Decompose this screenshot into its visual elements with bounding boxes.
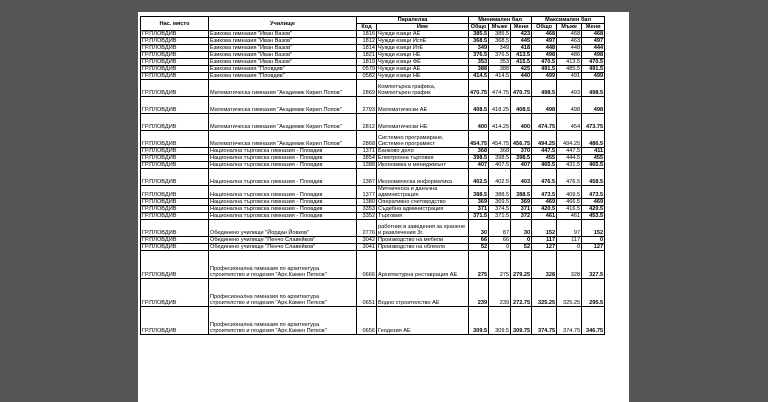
cell-place: ГР.ПЛОВДИВ bbox=[141, 38, 209, 45]
cell-min-mazhe: 388 bbox=[489, 66, 511, 73]
header-min-zheni: Жени bbox=[511, 24, 532, 31]
cell-max-mazhe: 447.5 bbox=[557, 148, 582, 155]
table-row bbox=[141, 169, 605, 186]
header-max-obshto: Общо bbox=[532, 24, 557, 31]
cell-min-zheni: 423 bbox=[511, 31, 532, 38]
cell-ime: Компютърна графика, Компютърен график bbox=[377, 80, 469, 97]
cell-kod: 1387 bbox=[357, 169, 377, 186]
cell-school: Национална търговска гимназия - Пловдив bbox=[209, 186, 357, 199]
cell-max-mazhe: 493 bbox=[557, 80, 582, 97]
cell-max-mazhe: 466.5 bbox=[557, 199, 582, 206]
cell-max-zheni: 346.75 bbox=[582, 307, 605, 335]
cell-min-mazhe: 402.5 bbox=[489, 169, 511, 186]
cell-kod: 1819 bbox=[357, 59, 377, 66]
cell-max-mazhe: 416.5 bbox=[557, 206, 582, 213]
cell-place: ГР.ПЛОВДИВ bbox=[141, 45, 209, 52]
cell-max-mazhe: 494.25 bbox=[557, 131, 582, 148]
cell-max-obshto: 328 bbox=[532, 251, 557, 279]
cell-max-zheni: 470.5 bbox=[582, 59, 605, 66]
header-max-mazhe: Мъже bbox=[557, 24, 582, 31]
header-kod: Код bbox=[357, 24, 377, 31]
table-row bbox=[141, 31, 605, 38]
table-row bbox=[141, 38, 605, 45]
cell-school: Национална търговска гимназия - Пловдив bbox=[209, 199, 357, 206]
table-row bbox=[141, 251, 605, 279]
cell-min-mazhe: 349 bbox=[489, 45, 511, 52]
cell-min-zheni: 418 bbox=[511, 45, 532, 52]
table-row bbox=[141, 52, 605, 59]
cell-min-zheni: 407 bbox=[511, 162, 532, 169]
cell-min-obshto: 371.5 bbox=[469, 213, 489, 220]
cell-ime: Икономика и мениджмънт bbox=[377, 162, 469, 169]
cell-max-mazhe: 461 bbox=[557, 213, 582, 220]
cell-min-obshto: 368 bbox=[469, 148, 489, 155]
cell-min-zheni: 52 bbox=[511, 244, 532, 251]
table-row bbox=[141, 244, 605, 251]
cell-kod: 3854 bbox=[357, 155, 377, 162]
table-body bbox=[141, 31, 605, 335]
document-page bbox=[138, 12, 629, 402]
table-row bbox=[141, 73, 605, 80]
cell-max-zheni: 498.5 bbox=[582, 80, 605, 97]
cell-kod: 2793 bbox=[357, 97, 377, 114]
cell-max-mazhe: 0 bbox=[557, 244, 582, 251]
table-row bbox=[141, 114, 605, 131]
cell-min-zheni: 279.25 bbox=[511, 251, 532, 279]
cell-min-zheni: 445 bbox=[511, 38, 532, 45]
cell-place: ГР.ПЛОВДИВ bbox=[141, 206, 209, 213]
cell-max-obshto: 476.5 bbox=[532, 169, 557, 186]
cell-max-mazhe: 413.5 bbox=[557, 59, 582, 66]
cell-place: ГР.ПЛОВДИВ bbox=[141, 279, 209, 307]
cell-place: ГР.ПЛОВДИВ bbox=[141, 220, 209, 237]
cell-ime: Чужди езици ФЕ bbox=[377, 59, 469, 66]
cell-ime: Математически АЕ bbox=[377, 97, 469, 114]
cell-school: Национална търговска гимназия - Пловдив bbox=[209, 162, 357, 169]
cell-kod: 1814 bbox=[357, 45, 377, 52]
cell-kod: 1812 bbox=[357, 38, 377, 45]
cell-max-zheni: 465.5 bbox=[582, 162, 605, 169]
cell-min-obshto: 400 bbox=[469, 114, 489, 131]
cell-max-zheni: 497 bbox=[582, 38, 605, 45]
header-max-zheni: Жени bbox=[582, 24, 605, 31]
cell-max-obshto: 117 bbox=[532, 237, 557, 244]
cell-max-zheni: 469 bbox=[582, 199, 605, 206]
cell-max-zheni: 491.5 bbox=[582, 66, 605, 73]
cell-max-zheni: 453.5 bbox=[582, 213, 605, 220]
cell-school: Математическа гимназия "Академик Кирил Попов" bbox=[209, 97, 357, 114]
cell-max-zheni: 468 bbox=[582, 31, 605, 38]
cell-min-obshto: 368.5 bbox=[469, 38, 489, 45]
cell-school: Езикова гимназия "Иван Вазов" bbox=[209, 45, 357, 52]
cell-min-zheni: 30 bbox=[511, 220, 532, 237]
cell-school: Професионална гимназия по архитектура строителство и геодезия "Арх.Камен Петков" bbox=[209, 307, 357, 335]
cell-kod: 2869 bbox=[357, 80, 377, 97]
cell-max-zheni: 498 bbox=[582, 52, 605, 59]
cell-ime: Водно строителство АЕ bbox=[377, 279, 469, 307]
cell-max-zheni: 498 bbox=[582, 97, 605, 114]
cell-kod: 1821 bbox=[357, 52, 377, 59]
cell-ime: Митническа и данъчна администрация bbox=[377, 186, 469, 199]
cell-max-zheni: 455 bbox=[582, 155, 605, 162]
cell-school: Математическа гимназия "Академик Кирил Попов" bbox=[209, 114, 357, 131]
cell-school: Езикова гимназия "Пловдив" bbox=[209, 73, 357, 80]
table-row bbox=[141, 213, 605, 220]
cell-place: ГР.ПЛОВДИВ bbox=[141, 244, 209, 251]
cell-min-obshto: 30 bbox=[469, 220, 489, 237]
cell-kod: 3041 bbox=[357, 244, 377, 251]
cell-max-mazhe: 448 bbox=[557, 45, 582, 52]
cell-ime: Математически НЕ bbox=[377, 114, 469, 131]
cell-kod: 0651 bbox=[357, 279, 377, 307]
cell-min-obshto: 385.5 bbox=[469, 31, 489, 38]
cell-min-mazhe: 376.5 bbox=[489, 52, 511, 59]
cell-max-zheni: 444 bbox=[582, 45, 605, 52]
cell-max-zheni: 473.5 bbox=[582, 186, 605, 199]
cell-max-mazhe: 325.25 bbox=[557, 279, 582, 307]
table-row bbox=[141, 148, 605, 155]
cell-school: Обединено училище "Пенчо Славейков" bbox=[209, 237, 357, 244]
admission-table bbox=[140, 16, 605, 335]
cell-place: ГР.ПЛОВДИВ bbox=[141, 66, 209, 73]
cell-min-zheni: 470.75 bbox=[511, 80, 532, 97]
cell-school: Обединено училище "Йордан Йовков" bbox=[209, 220, 357, 237]
cell-kod: 2812 bbox=[357, 114, 377, 131]
cell-max-obshto: 447.5 bbox=[532, 148, 557, 155]
header-place: Нас. място bbox=[141, 17, 209, 31]
cell-max-obshto: 448 bbox=[532, 45, 557, 52]
cell-min-mazhe: 414.5 bbox=[489, 73, 511, 80]
cell-min-obshto: 239 bbox=[469, 279, 489, 307]
cell-school: Професионална гимназия по архитектура строителство и геодезия "Арх.Камен Петков" bbox=[209, 251, 357, 279]
cell-min-mazhe: 275 bbox=[489, 251, 511, 279]
cell-min-zheni: 372 bbox=[511, 213, 532, 220]
cell-min-obshto: 52 bbox=[469, 244, 489, 251]
cell-min-obshto: 388.5 bbox=[469, 186, 489, 199]
cell-max-obshto: 498 bbox=[532, 97, 557, 114]
cell-max-mazhe: 454 bbox=[557, 114, 582, 131]
cell-min-obshto: 371 bbox=[469, 206, 489, 213]
cell-max-obshto: 469 bbox=[532, 199, 557, 206]
cell-max-zheni: 420.5 bbox=[582, 206, 605, 213]
cell-min-zheni: 309.75 bbox=[511, 307, 532, 335]
cell-place: ГР.ПЛОВДИВ bbox=[141, 162, 209, 169]
cell-place: ГР.ПЛОВДИВ bbox=[141, 73, 209, 80]
cell-min-mazhe: 414.25 bbox=[489, 114, 511, 131]
cell-school: Математическа гимназия "Академик Кирил Попов" bbox=[209, 131, 357, 148]
cell-min-zheni: 371 bbox=[511, 206, 532, 213]
cell-min-mazhe: 369.5 bbox=[489, 199, 511, 206]
cell-place: ГР.ПЛОВДИВ bbox=[141, 199, 209, 206]
cell-min-obshto: 376.5 bbox=[469, 52, 489, 59]
cell-max-mazhe: 463 bbox=[557, 38, 582, 45]
header-paralelka: Паралелка bbox=[357, 17, 469, 24]
cell-max-obshto: 494.25 bbox=[532, 131, 557, 148]
cell-school: Национална търговска гимназия - Пловдив bbox=[209, 169, 357, 186]
cell-min-mazhe: 309.5 bbox=[489, 307, 511, 335]
cell-ime: Чужди езици АЕ bbox=[377, 66, 469, 73]
cell-school: Езикова гимназия "Пловдив" bbox=[209, 66, 357, 73]
cell-school: Езикова гимназия "Иван Вазов" bbox=[209, 59, 357, 66]
cell-max-mazhe: 491 bbox=[557, 73, 582, 80]
cell-max-zheni: 295.5 bbox=[582, 279, 605, 307]
cell-min-mazhe: 368.5 bbox=[489, 38, 511, 45]
cell-min-mazhe: 454.75 bbox=[489, 131, 511, 148]
cell-max-mazhe: 374.75 bbox=[557, 307, 582, 335]
cell-max-zheni: 327.5 bbox=[582, 251, 605, 279]
cell-min-obshto: 275 bbox=[469, 251, 489, 279]
cell-ime: Чужди езици ИспЕ bbox=[377, 38, 469, 45]
cell-min-zheni: 388.5 bbox=[511, 186, 532, 199]
cell-max-obshto: 498.5 bbox=[532, 80, 557, 97]
cell-place: ГР.ПЛОВДИВ bbox=[141, 155, 209, 162]
cell-min-obshto: 454.75 bbox=[469, 131, 489, 148]
cell-place: ГР.ПЛОВДИВ bbox=[141, 80, 209, 97]
cell-place: ГР.ПЛОВДИВ bbox=[141, 59, 209, 66]
cell-max-obshto: 374.75 bbox=[532, 307, 557, 335]
cell-place: ГР.ПЛОВДИВ bbox=[141, 307, 209, 335]
table-row bbox=[141, 279, 605, 307]
cell-min-mazhe: 474.75 bbox=[489, 80, 511, 97]
cell-max-zheni: 0 bbox=[582, 237, 605, 244]
cell-min-obshto: 388 bbox=[469, 66, 489, 73]
cell-place: ГР.ПЛОВДИВ bbox=[141, 169, 209, 186]
cell-ime: Геодезия АЕ bbox=[377, 307, 469, 335]
table-row bbox=[141, 131, 605, 148]
cell-min-obshto: 407 bbox=[469, 162, 489, 169]
cell-min-zheni: 403 bbox=[511, 169, 532, 186]
cell-kod: 3042 bbox=[357, 237, 377, 244]
cell-min-zheni: 408.5 bbox=[511, 97, 532, 114]
cell-place: ГР.ПЛОВДИВ bbox=[141, 251, 209, 279]
cell-ime: работник в заведения за хранене и развлечения 3г. bbox=[377, 220, 469, 237]
cell-place: ГР.ПЛОВДИВ bbox=[141, 213, 209, 220]
header-school: Училище bbox=[209, 17, 357, 31]
cell-min-zheni: 440 bbox=[511, 73, 532, 80]
cell-max-obshto: 127 bbox=[532, 244, 557, 251]
cell-max-zheni: 411 bbox=[582, 148, 605, 155]
table-row bbox=[141, 199, 605, 206]
cell-kod: 1380 bbox=[357, 199, 377, 206]
table-row bbox=[141, 307, 605, 335]
cell-max-mazhe: 486 bbox=[557, 52, 582, 59]
cell-min-mazhe: 398.5 bbox=[489, 155, 511, 162]
cell-min-obshto: 66 bbox=[469, 237, 489, 244]
cell-kod: 1377 bbox=[357, 186, 377, 199]
cell-max-zheni: 499 bbox=[582, 73, 605, 80]
table-row bbox=[141, 80, 605, 97]
cell-max-mazhe: 468 bbox=[557, 31, 582, 38]
cell-ime: Чужди езици НЕ bbox=[377, 52, 469, 59]
cell-ime: Търговия bbox=[377, 213, 469, 220]
cell-min-zheni: 425 bbox=[511, 66, 532, 73]
cell-max-obshto: 473.5 bbox=[532, 186, 557, 199]
cell-kod: 0579 bbox=[357, 66, 377, 73]
cell-ime: Производство на облекло bbox=[377, 244, 469, 251]
cell-place: ГР.ПЛОВДИВ bbox=[141, 186, 209, 199]
cell-min-mazhe: 385.5 bbox=[489, 31, 511, 38]
cell-max-obshto: 455 bbox=[532, 155, 557, 162]
cell-max-zheni: 152 bbox=[582, 220, 605, 237]
cell-min-obshto: 402.5 bbox=[469, 169, 489, 186]
cell-min-mazhe: 0 bbox=[489, 244, 511, 251]
cell-max-mazhe: 431.5 bbox=[557, 162, 582, 169]
cell-max-obshto: 497 bbox=[532, 38, 557, 45]
table-row bbox=[141, 155, 605, 162]
cell-place: ГР.ПЛОВДИВ bbox=[141, 114, 209, 131]
cell-min-zheni: 415.5 bbox=[511, 59, 532, 66]
cell-min-obshto: 309.5 bbox=[469, 307, 489, 335]
cell-min-mazhe: 66 bbox=[489, 237, 511, 244]
cell-min-mazhe: 374.5 bbox=[489, 206, 511, 213]
cell-max-obshto: 499 bbox=[532, 73, 557, 80]
cell-min-mazhe: 239 bbox=[489, 279, 511, 307]
cell-kod: 0582 bbox=[357, 73, 377, 80]
header-ime: Име bbox=[377, 24, 469, 31]
cell-min-zheni: 0 bbox=[511, 237, 532, 244]
table-row bbox=[141, 206, 605, 213]
cell-max-mazhe: 444.5 bbox=[557, 155, 582, 162]
cell-max-obshto: 461 bbox=[532, 213, 557, 220]
cell-min-zheni: 413.5 bbox=[511, 52, 532, 59]
cell-min-obshto: 369 bbox=[469, 199, 489, 206]
cell-min-obshto: 353 bbox=[469, 59, 489, 66]
cell-ime: Чужди езици НЕ bbox=[377, 73, 469, 80]
table-row bbox=[141, 220, 605, 237]
cell-ime: Оперативно счетоводство bbox=[377, 199, 469, 206]
cell-max-obshto: 465.5 bbox=[532, 162, 557, 169]
cell-kod: 3352 bbox=[357, 213, 377, 220]
table-row bbox=[141, 186, 605, 199]
cell-kod: 2868 bbox=[357, 131, 377, 148]
cell-min-mazhe: 368 bbox=[489, 148, 511, 155]
cell-place: ГР.ПЛОВДИВ bbox=[141, 52, 209, 59]
cell-place: ГР.ПЛОВДИВ bbox=[141, 31, 209, 38]
cell-ime: Електронна търговия bbox=[377, 155, 469, 162]
header-min-mazhe: Мъже bbox=[489, 24, 511, 31]
cell-max-obshto: 325.25 bbox=[532, 279, 557, 307]
cell-max-mazhe: 97 bbox=[557, 220, 582, 237]
cell-school: Обединено училище "Пенчо Славейков" bbox=[209, 244, 357, 251]
cell-max-obshto: 468 bbox=[532, 31, 557, 38]
cell-ime: Икономическа информатика bbox=[377, 169, 469, 186]
cell-max-obshto: 491.5 bbox=[532, 66, 557, 73]
cell-school: Езикова гимназия "Иван Вазов" bbox=[209, 52, 357, 59]
cell-ime: Съдебна администрация bbox=[377, 206, 469, 213]
cell-kod: 1371 bbox=[357, 148, 377, 155]
cell-kod: 2776 bbox=[357, 220, 377, 237]
cell-max-obshto: 498 bbox=[532, 52, 557, 59]
cell-ime: Чужди езици АЕ bbox=[377, 31, 469, 38]
cell-max-mazhe: 498 bbox=[557, 97, 582, 114]
cell-place: ГР.ПЛОВДИВ bbox=[141, 148, 209, 155]
cell-ime: Чужди езици ИтЕ bbox=[377, 45, 469, 52]
cell-kod: 1388 bbox=[357, 162, 377, 169]
cell-school: Национална търговска гимназия - Пловдив bbox=[209, 148, 357, 155]
cell-max-zheni: 458.5 bbox=[582, 169, 605, 186]
cell-school: Математическа гимназия "Академик Кирил Попов" bbox=[209, 80, 357, 97]
cell-place: ГР.ПЛОВДИВ bbox=[141, 97, 209, 114]
cell-max-mazhe: 485.5 bbox=[557, 66, 582, 73]
cell-min-obshto: 408.5 bbox=[469, 97, 489, 114]
cell-max-zheni: 473.75 bbox=[582, 114, 605, 131]
cell-min-mazhe: 407.5 bbox=[489, 162, 511, 169]
cell-ime: Архитектурна реставрация АЕ bbox=[377, 251, 469, 279]
cell-school: Професионална гимназия по архитектура строителство и геодезия "Арх.Камен Петков" bbox=[209, 279, 357, 307]
cell-min-zheni: 456.75 bbox=[511, 131, 532, 148]
cell-min-obshto: 398.5 bbox=[469, 155, 489, 162]
cell-max-mazhe: 409.5 bbox=[557, 186, 582, 199]
cell-min-mazhe: 371.5 bbox=[489, 213, 511, 220]
table-row bbox=[141, 97, 605, 114]
cell-max-zheni: 486.5 bbox=[582, 131, 605, 148]
cell-kod: 1816 bbox=[357, 31, 377, 38]
cell-min-obshto: 349 bbox=[469, 45, 489, 52]
cell-min-zheni: 400 bbox=[511, 114, 532, 131]
cell-max-zheni: 127 bbox=[582, 244, 605, 251]
header-min: Минимален бал bbox=[469, 17, 532, 24]
cell-max-mazhe: 117 bbox=[557, 237, 582, 244]
cell-place: ГР.ПЛОВДИВ bbox=[141, 131, 209, 148]
cell-school: Национална търговска гимназия - Пловдив bbox=[209, 206, 357, 213]
cell-max-mazhe: 328 bbox=[557, 251, 582, 279]
cell-ime: Банково дело bbox=[377, 148, 469, 155]
table-row bbox=[141, 162, 605, 169]
cell-min-zheni: 398.5 bbox=[511, 155, 532, 162]
table-row bbox=[141, 237, 605, 244]
cell-min-obshto: 470.75 bbox=[469, 80, 489, 97]
cell-school: Национална търговска гимназия - Пловдив bbox=[209, 155, 357, 162]
table-row bbox=[141, 59, 605, 66]
cell-ime: Системно програмиране, Системен програмист bbox=[377, 131, 469, 148]
header-max: Максимален бал bbox=[532, 17, 605, 24]
table-row bbox=[141, 45, 605, 52]
header-min-obshto: Общо bbox=[469, 24, 489, 31]
cell-min-zheni: 370 bbox=[511, 148, 532, 155]
cell-min-mazhe: 388.5 bbox=[489, 186, 511, 199]
cell-min-zheni: 272.75 bbox=[511, 279, 532, 307]
cell-max-obshto: 152 bbox=[532, 220, 557, 237]
cell-max-obshto: 420.5 bbox=[532, 206, 557, 213]
cell-kod: 0656 bbox=[357, 307, 377, 335]
cell-kod: 3353 bbox=[357, 206, 377, 213]
cell-kod: 0666 bbox=[357, 251, 377, 279]
cell-ime: Производство на мебели bbox=[377, 237, 469, 244]
cell-school: Езикова гимназия "Иван Вазов" bbox=[209, 31, 357, 38]
cell-min-mazhe: 87 bbox=[489, 220, 511, 237]
cell-min-zheni: 369 bbox=[511, 199, 532, 206]
cell-min-mazhe: 353 bbox=[489, 59, 511, 66]
cell-school: Национална търговска гимназия - Пловдив bbox=[209, 213, 357, 220]
cell-place: ГР.ПЛОВДИВ bbox=[141, 237, 209, 244]
cell-min-mazhe: 418.25 bbox=[489, 97, 511, 114]
cell-max-mazhe: 476.5 bbox=[557, 169, 582, 186]
cell-min-obshto: 414.5 bbox=[469, 73, 489, 80]
cell-max-obshto: 474.75 bbox=[532, 114, 557, 131]
cell-max-obshto: 470.5 bbox=[532, 59, 557, 66]
table-row bbox=[141, 66, 605, 73]
cell-school: Езикова гимназия "Иван Вазов" bbox=[209, 38, 357, 45]
